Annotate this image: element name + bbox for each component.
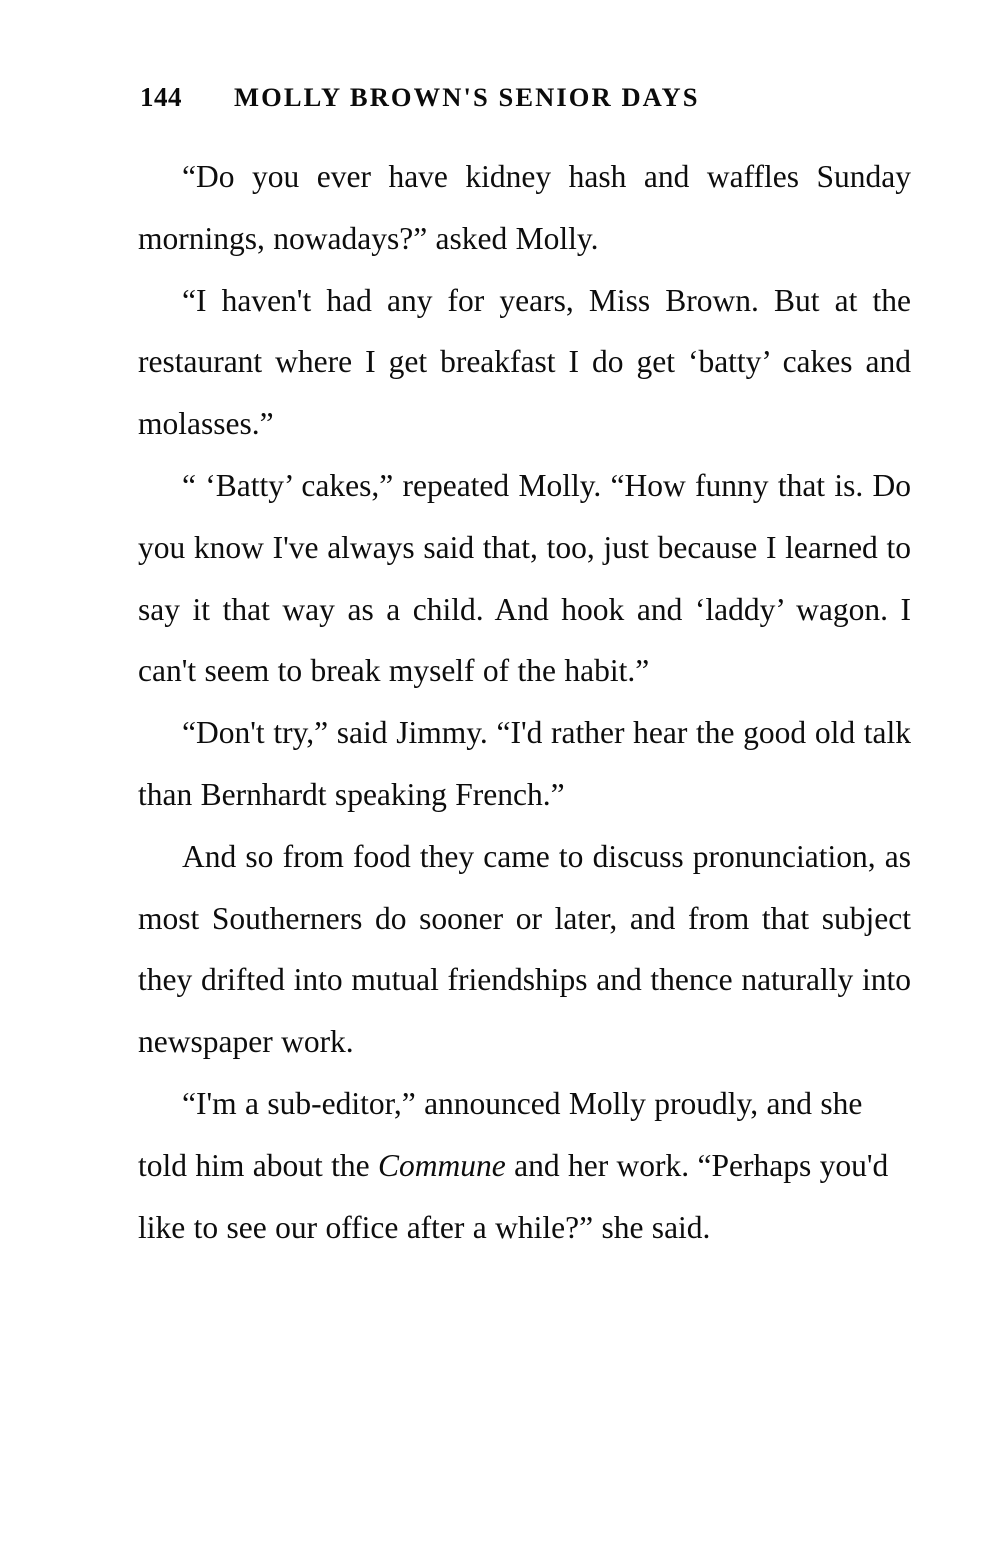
paragraph-1: “Do you ever have kidney hash and waffles Sunday mornings, nowadays?” asked Molly.: [138, 159, 911, 256]
paragraph-6: [138, 1073, 911, 1258]
paragraph-5: And so from food they came to discuss pronunciation, as most Southerners do sooner or later, and from that subject they drifted into mutual friendships and thence naturally into newspaper work.: [138, 838, 911, 1060]
page-number: 144: [140, 82, 182, 112]
paragraph-3: “ ‘Batty’ cakes,” repeated Molly. “How funny that is. Do you know I've always said that, too, just because I learned to say it that way as a child. And hook and ‘laddy’ wagon. I can't seem to break myself of the habit.”: [138, 467, 911, 689]
paragraph-2: “I haven't had any for years, Miss Brown. But at the restaurant where I get breakfast I do get ‘batty’ cakes and molasses.”: [138, 282, 911, 442]
paragraph-6-part-3: and her work. “Perhaps you'd like to see our office after a while?” she said.: [138, 1147, 889, 1245]
body-text: [138, 146, 911, 1258]
paragraph-6-italic-title: Commune: [377, 1147, 506, 1183]
page-header: [140, 82, 910, 113]
paragraph-6-part-1: “I'm a sub-editor,” announced Molly proudly, and she told him about the: [138, 1085, 863, 1183]
paragraph-4: “Don't try,” said Jimmy. “I'd rather hear the good old talk than Bernhardt speaking French.”: [138, 715, 911, 812]
running-title: MOLLY BROWN'S SENIOR DAYS: [234, 82, 700, 112]
